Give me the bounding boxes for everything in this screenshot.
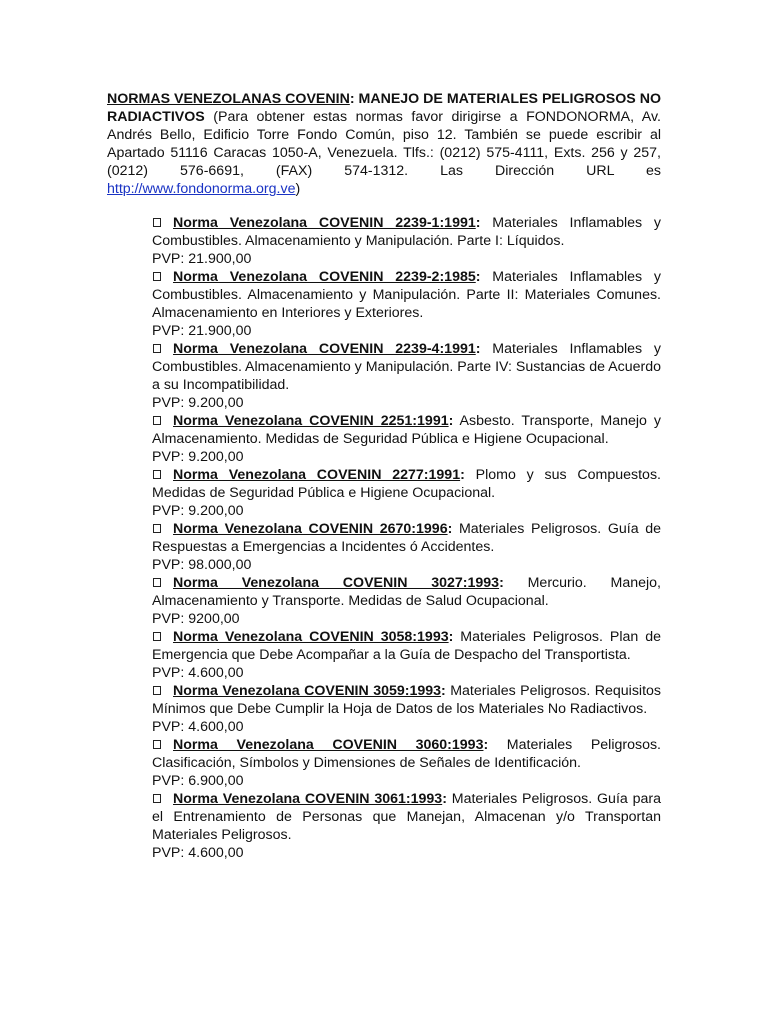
list-item xyxy=(152,340,661,412)
standard-price: PVP: 6.900,00 xyxy=(152,773,244,789)
standard-colon: : xyxy=(475,269,481,285)
list-item xyxy=(152,520,661,574)
standard-price: PVP: 9200,00 xyxy=(152,611,240,627)
standard-colon: : xyxy=(448,629,454,645)
standard-description: Materiales Peligrosos. Guía para el Entrenamiento de Personas que Manejan, Almacenan y/o Transportan Materiales Peligrosos. xyxy=(152,791,661,843)
list-item xyxy=(152,574,661,628)
intro-heading-colon: : xyxy=(349,91,355,107)
entry-text xyxy=(152,790,661,844)
standard-code: Norma Venezolana COVENIN 3061:1993 xyxy=(173,791,443,807)
standard-description: Materiales Peligrosos. Requisitos Mínimos que Debe Cumplir la Hoja de Datos de los Materiales No Radiactivos. xyxy=(152,683,661,717)
entry-text xyxy=(152,574,661,610)
standard-colon: : xyxy=(442,791,447,807)
entry-text xyxy=(152,682,661,718)
standard-colon: : xyxy=(460,467,465,483)
standard-price: PVP: 9.200,00 xyxy=(152,503,244,519)
checkbox-icon xyxy=(153,686,161,695)
checkbox-icon xyxy=(153,344,161,353)
fondonorma-url-link[interactable]: http://www.fondonorma.org.ve xyxy=(107,181,296,197)
checkbox-icon xyxy=(153,218,161,227)
list-item xyxy=(152,214,661,268)
list-item xyxy=(152,466,661,520)
intro-heading-subject: MANEJO DE MATERIALES PELIGROSOS NO RADIACTIVOS xyxy=(107,91,661,125)
standard-code: Norma Venezolana COVENIN 2670:1996 xyxy=(173,521,448,537)
document-body xyxy=(107,90,661,862)
standard-code: Norma Venezolana COVENIN 3058:1993 xyxy=(173,629,449,645)
standard-description: Mercurio. Manejo, Almacenamiento y Transporte. Medidas de Salud Ocupacional. xyxy=(152,575,661,609)
intro-heading-title: NORMAS VENEZOLANAS COVENIN xyxy=(107,91,350,107)
standard-code: Norma Venezolana COVENIN 3060:1993 xyxy=(173,737,484,753)
standard-description: Materiales Inflamables y Combustibles. Almacenamiento y Manipulación. Parte I: Líquidos. xyxy=(152,215,661,249)
list-item xyxy=(152,628,661,682)
standard-price: PVP: 4.600,00 xyxy=(152,719,244,735)
checkbox-icon xyxy=(153,416,161,425)
standard-description: Plomo y sus Compuestos. Medidas de Seguridad Pública e Higiene Ocupacional. xyxy=(152,467,661,501)
entry-text xyxy=(152,628,661,664)
standard-description: Materiales Peligrosos. Clasificación, Símbolos y Dimensiones de Señales de Identificación. xyxy=(152,737,662,771)
intro-paragraph xyxy=(107,90,661,198)
standard-code: Norma Venezolana COVENIN 2251:1991 xyxy=(173,413,449,429)
intro-closing-paren: ) xyxy=(295,181,301,197)
standard-price: PVP: 21.900,00 xyxy=(152,323,252,339)
standard-code: Norma Venezolana COVENIN 3027:1993 xyxy=(173,575,500,591)
standard-colon: : xyxy=(475,341,481,357)
standard-colon: : xyxy=(441,683,446,699)
standard-price: PVP: 4.600,00 xyxy=(152,845,244,861)
list-item xyxy=(152,412,661,466)
intro-body-text: (Para obtener estas normas favor dirigirse a FONDONORMA, Av. Andrés Bello, Edificio Torre Fondo Común, piso 12. También se puede escribir al Apartado 51116 Caracas 1050-A, Venezuela. Tlfs.: (0212) 575-4111, Exts. 256 y 257, (0212) 576-6691, (FAX) 574-1312. Las Dirección URL es xyxy=(107,109,661,179)
checkbox-icon xyxy=(153,272,161,281)
standard-description: Materiales Inflamables y Combustibles. Almacenamiento y Manipulación. Parte IV: Sustancias de Acuerdo a su Incompatibilidad. xyxy=(152,341,661,393)
standard-description: Materiales Peligrosos. Plan de Emergencia que Debe Acompañar a la Guía de Despacho del Transportista. xyxy=(152,629,662,663)
standard-colon: : xyxy=(447,521,453,537)
standard-price: PVP: 4.600,00 xyxy=(152,665,244,681)
standard-price: PVP: 9.200,00 xyxy=(152,449,244,465)
checkbox-icon xyxy=(153,470,161,479)
entry-text xyxy=(152,520,661,556)
checkbox-icon xyxy=(153,794,161,803)
standard-colon: : xyxy=(499,575,504,591)
entry-text xyxy=(152,340,661,394)
standard-description: Asbesto. Transporte, Manejo y Almacenamiento. Medidas de Seguridad Pública e Higiene Ocupacional. xyxy=(152,413,662,447)
standard-colon: : xyxy=(483,737,489,753)
entry-text xyxy=(152,466,661,502)
standard-price: PVP: 98.000,00 xyxy=(152,557,252,573)
list-item xyxy=(152,682,661,736)
checkbox-icon xyxy=(153,632,161,641)
standard-code: Norma Venezolana COVENIN 2239-1:1991 xyxy=(173,215,476,231)
standard-description: Materiales Peligrosos. Guía de Respuestas a Emergencias a Incidentes ó Accidentes. xyxy=(152,521,662,555)
standard-price: PVP: 9.200,00 xyxy=(152,395,244,411)
entry-text xyxy=(152,412,661,448)
list-item xyxy=(152,790,661,862)
checkbox-icon xyxy=(153,524,161,533)
standard-description: Materiales Inflamables y Combustibles. Almacenamiento y Manipulación. Parte II: Materiales Comunes. Almacenamiento en Interiores y Exteriores. xyxy=(152,269,661,321)
entry-text xyxy=(152,268,661,322)
checkbox-icon xyxy=(153,740,161,749)
entry-text xyxy=(152,736,661,772)
standard-price: PVP: 21.900,00 xyxy=(152,251,252,267)
entry-text xyxy=(152,214,661,250)
list-item xyxy=(152,736,661,790)
standards-list xyxy=(152,214,661,862)
list-item xyxy=(152,268,661,340)
standard-code: Norma Venezolana COVENIN 3059:1993 xyxy=(173,683,442,699)
standard-code: Norma Venezolana COVENIN 2239-2:1985 xyxy=(173,269,476,285)
standard-colon: : xyxy=(475,215,481,231)
standard-code: Norma Venezolana COVENIN 2239-4:1991 xyxy=(173,341,476,357)
checkbox-icon xyxy=(153,578,161,587)
standard-colon: : xyxy=(448,413,454,429)
standard-code: Norma Venezolana COVENIN 2277:1991 xyxy=(173,467,461,483)
